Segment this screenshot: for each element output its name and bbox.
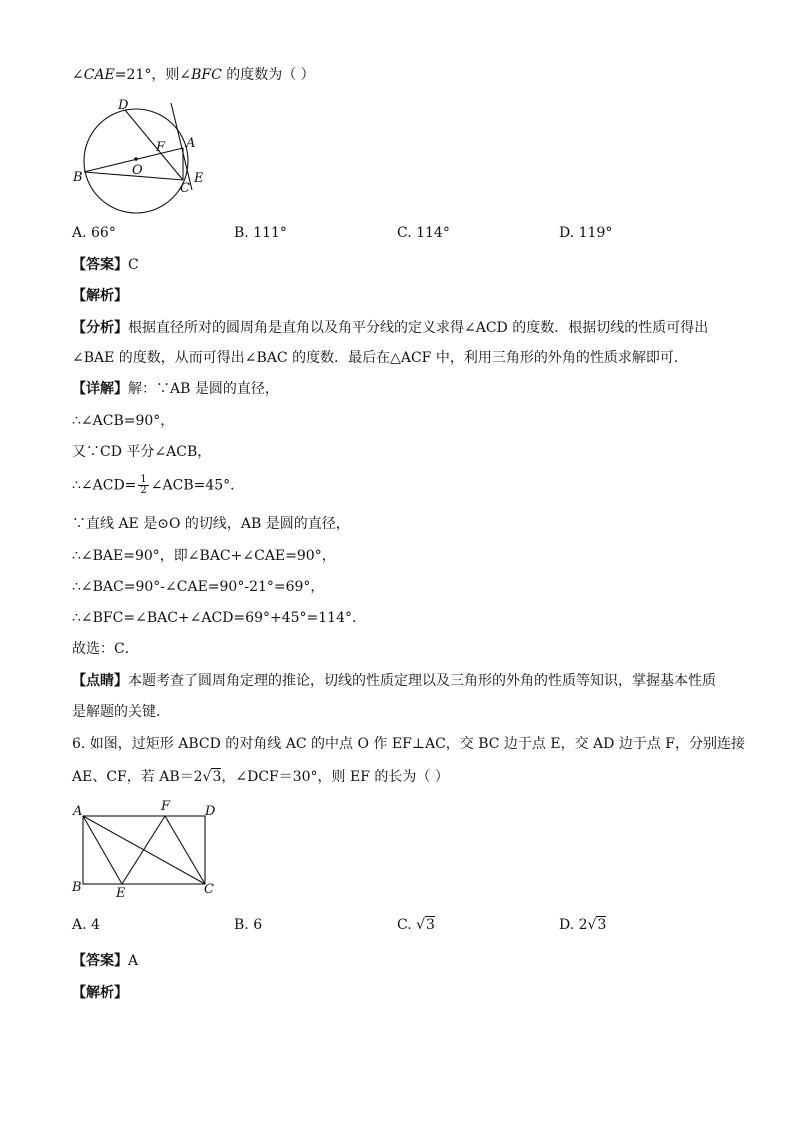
label-c: C — [204, 882, 214, 897]
q6-option-b: B. 6 — [234, 917, 263, 933]
q5-step5: ∴∠BAE=90°，即∠BAC+∠CAE=90°， — [72, 548, 336, 564]
q5-fenxi-2: ∠BAE 的度数，从而可得出∠BAC 的度数．最后在△ACF 中，利用三角形的外角的性质求解即可． — [72, 350, 688, 366]
fraction-half: $\frac{1}{2}$ — [140, 474, 147, 496]
sqrt-3: √3 — [416, 917, 435, 933]
label-b: B — [72, 880, 82, 895]
label-c: C — [180, 181, 190, 196]
segment-ae — [83, 816, 122, 884]
q5-step7: ∴∠BFC=∠BAC+∠ACD=69°+45°=114°． — [72, 610, 366, 626]
q5-option-c: C. 114° — [397, 225, 450, 241]
q6-option-d: D. 2√3 — [559, 917, 607, 933]
q5-step6: ∴∠BAC=90°-∠CAE=90°-21°=69°， — [72, 579, 325, 595]
q5-option-b: B. 111° — [234, 225, 287, 241]
sqrt-3: √3 — [587, 917, 607, 933]
q5-guxuan: 故选：C． — [72, 641, 139, 657]
q5-step3: ∴∠ACD= $\frac{1}{2}$ ∠ACB=45°． — [72, 474, 245, 496]
q6-option-a: A. 4 — [72, 917, 100, 933]
label-f: F — [161, 800, 171, 814]
q5-stem: ∠CAE=21°，则∠BFC 的度数为（ ） — [72, 67, 315, 83]
q5-option-d: D. 119° — [559, 225, 613, 241]
q5-dianjing-2: 是解题的关键． — [72, 704, 170, 720]
q6-jiexi: 【解析】 — [72, 985, 128, 1001]
segment-ef — [122, 816, 165, 884]
q5-xiangjie: 【详解】解：∵AB 是圆的直径， — [72, 381, 279, 397]
label-a: A — [73, 804, 83, 819]
label-d: D — [205, 804, 216, 819]
q6-stem-line1: 6. 如图，过矩形 ABCD 的对角线 AC 的中点 O 作 EF⊥AC，交 BC 边于点 E，交 AD 边于点 F，分别连接 — [72, 736, 746, 752]
q6-option-c: C. √3 — [397, 917, 435, 933]
center-dot — [134, 157, 138, 161]
circle-o — [84, 109, 188, 213]
q5-dianjing-1: 【点睛】本题考查了圆周角定理的推论，切线的性质定理以及三角形的外角的性质等知识，掌握基本性质 — [72, 673, 716, 689]
label-o: O — [132, 163, 143, 178]
q6-stem-line2: AE、CF，若 AB＝2√3，∠DCF＝30°，则 EF 的长为（ ） — [72, 769, 449, 785]
label-f: F — [156, 140, 166, 155]
q5-jiexi: 【解析】 — [72, 288, 128, 304]
q5-step4: ∵直线 AE 是⊙O 的切线，AB 是圆的直径， — [72, 516, 350, 532]
q5-step1: ∴∠ACB=90°， — [72, 413, 175, 429]
q5-option-a: A. 66° — [72, 225, 116, 241]
q6-answer: 【答案】A — [72, 953, 139, 969]
label-d: D — [118, 98, 129, 113]
sqrt-3: √3 — [202, 769, 222, 785]
q5-step2: 又∵CD 平分∠ACB， — [72, 444, 212, 460]
q6-rectangle-figure — [70, 800, 220, 900]
label-e: E — [194, 171, 204, 186]
label-a: A — [186, 136, 196, 151]
label-b: B — [73, 170, 83, 185]
q5-fenxi-1: 【分析】根据直径所对的圆周角是直角以及角平分线的定义求得∠ACD 的度数．根据切线的性质可得出 — [72, 320, 709, 336]
segment-fc — [165, 816, 205, 884]
q5-circle-figure — [70, 95, 220, 217]
q5-answer: 【答案】C — [72, 257, 139, 273]
label-e: E — [116, 886, 126, 900]
